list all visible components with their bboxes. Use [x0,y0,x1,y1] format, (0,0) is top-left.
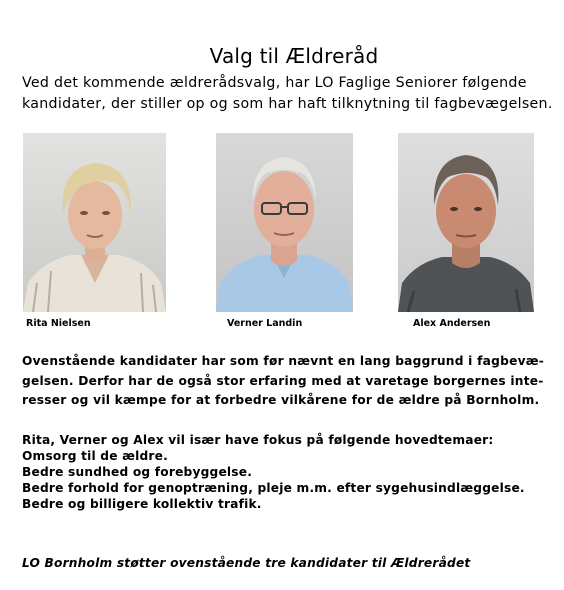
page-title: Valg til Ældreråd [209,44,379,68]
candidate-name: Verner Landin [227,318,303,329]
intro-line: kandidater, der stiller op og som har haft tilknytning til fagbevægelsen. [22,96,553,112]
candidate-name: Rita Nielsen [26,318,91,329]
theme-item: Omsorg til de ældre. [22,449,168,463]
paragraph-line: gelsen. Derfor har de også stor erfaring med at varetage borgernes inte- [22,373,544,388]
candidate-photo-alex [398,133,534,312]
intro-text [22,73,562,115]
support-statement: LO Bornholm støtter ovenstående tre kandidater til Ældrerådet [22,556,471,570]
candidate-photo-rita [23,133,166,312]
candidate-photo-verner [216,133,353,312]
intro-line: Ved det kommende ældrerådsvalg, har LO Faglige Seniorer følgende [22,75,527,91]
theme-item: Bedre sundhed og forebyggelse. [22,465,253,479]
paragraph-line: resser og vil kæmpe for at forbedre vilkårene for de ældre på Bornholm. [22,393,540,407]
theme-item: Bedre og billigere kollektiv trafik. [22,497,262,511]
theme-item: Bedre forhold for genoptræning, pleje m.m. efter sygehusindlæggelse. [22,481,525,495]
focus-themes-paragraph [22,432,562,512]
paragraph-line: Ovenstående kandidater har som før nævnt en lang baggrund i fagbevæ- [22,354,545,368]
background-paragraph [22,352,562,411]
paragraph-line: Rita, Verner og Alex vil især have fokus på følgende hovedtemaer: [22,433,494,447]
candidate-name: Alex Andersen [413,318,491,329]
